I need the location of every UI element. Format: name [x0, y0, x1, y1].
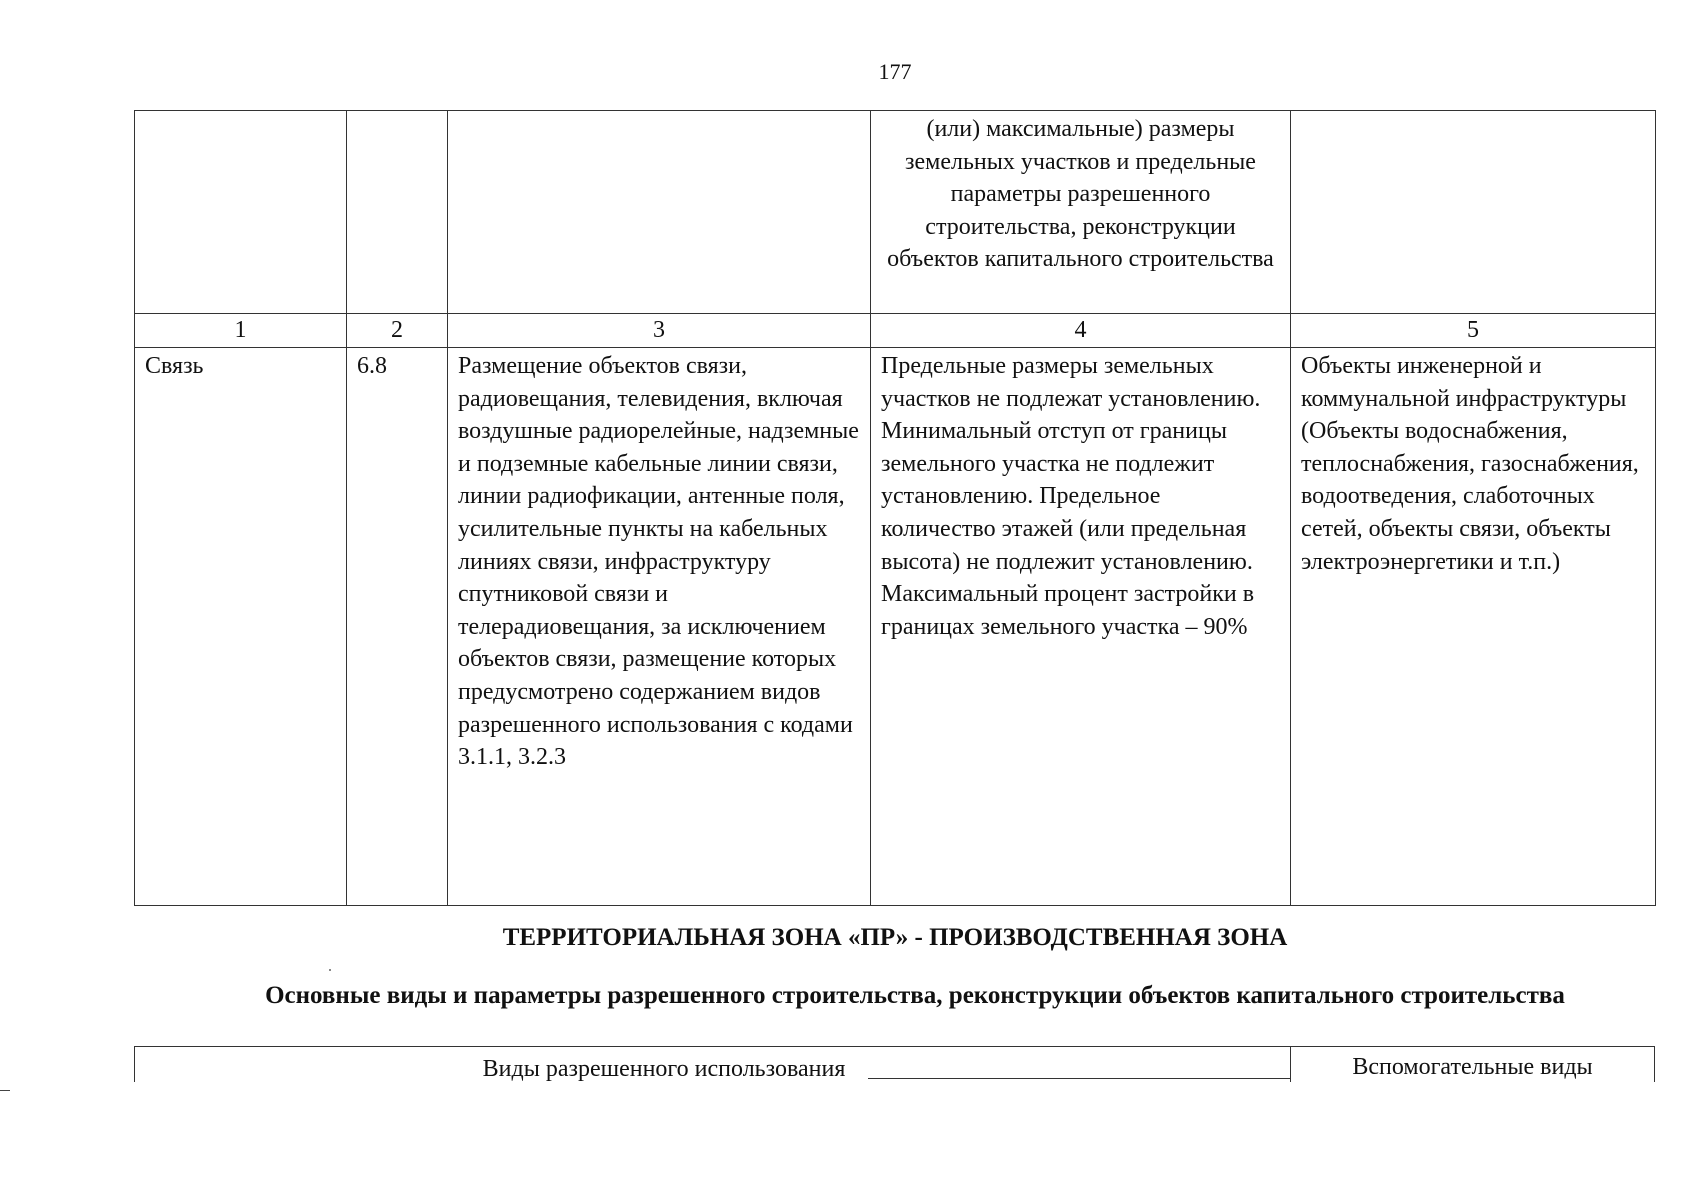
table-border-top-right: [1290, 1046, 1655, 1047]
header-cell-col2: [347, 111, 448, 314]
table-border-top-left: [134, 1046, 1290, 1047]
scan-dot: [329, 969, 331, 971]
section-subtitle: Основные виды и параметры разрешенного строительства, реконструкции объектов капитального строительства: [265, 982, 1565, 1009]
page-number: 177: [878, 59, 912, 84]
header-cell-col3: [448, 111, 871, 314]
land-use-table: [134, 110, 1656, 906]
header-cell-col4: (или) максимальные) размеры земельных участков и предельные параметры разрешенного строительства, реконструкции объектов капитального строительства: [871, 111, 1291, 314]
header-cell-col5: [1291, 111, 1656, 314]
next-table-header-right: Вспомогательные виды: [1352, 1054, 1593, 1080]
land-use-code: 6.8: [347, 348, 448, 906]
next-table-header: [134, 1046, 1655, 1082]
table-row: [135, 348, 1656, 906]
table-header-continuation: [135, 111, 1656, 314]
next-table-header-left: Виды разрешенного использования: [482, 1056, 846, 1082]
column-number-1: 1: [135, 314, 347, 348]
column-number-row: [135, 314, 1656, 348]
land-use-name: Связь: [135, 348, 347, 906]
column-number-4: 4: [871, 314, 1291, 348]
land-use-description: Размещение объектов связи, радиовещания, телевидения, включая воздушные радиорелейные, надземные и подземные кабельные линии связи, линии радиофикации, антенные поля, усилительные пункты на кабельных линиях связи, инфраструктуру спутниковой связи и телерадиовещания, за исключением объектов связи, размещение которых предусмотрено содержанием видов разрешенного использования с кодами 3.1.1, 3.2.3: [448, 348, 871, 906]
header-cell-col1: [135, 111, 347, 314]
land-use-parameters: Предельные размеры земельных участков не подлежат установлению. Минимальный отступ от границы земельного участка не подлежит установлению. Предельное количество этажей (или предельная высота) не подлежит установлению. Максимальный процент застройки в границах земельного участка – 90%: [871, 348, 1291, 906]
auxiliary-uses: Объекты инженерной и коммунальной инфраструктуры (Объекты водоснабжения, теплоснабжения, газоснабжения, водоотведения, слаботочных сетей, объекты связи, объекты электроэнергетики и т.п.): [1291, 348, 1656, 906]
column-number-5: 5: [1291, 314, 1656, 348]
column-number-3: 3: [448, 314, 871, 348]
column-number-2: 2: [347, 314, 448, 348]
margin-mark: [0, 1090, 10, 1091]
zone-title: ТЕРРИТОРИАЛЬНАЯ ЗОНА «ПР» - ПРОИЗВОДСТВЕННАЯ ЗОНА: [502, 924, 1288, 951]
